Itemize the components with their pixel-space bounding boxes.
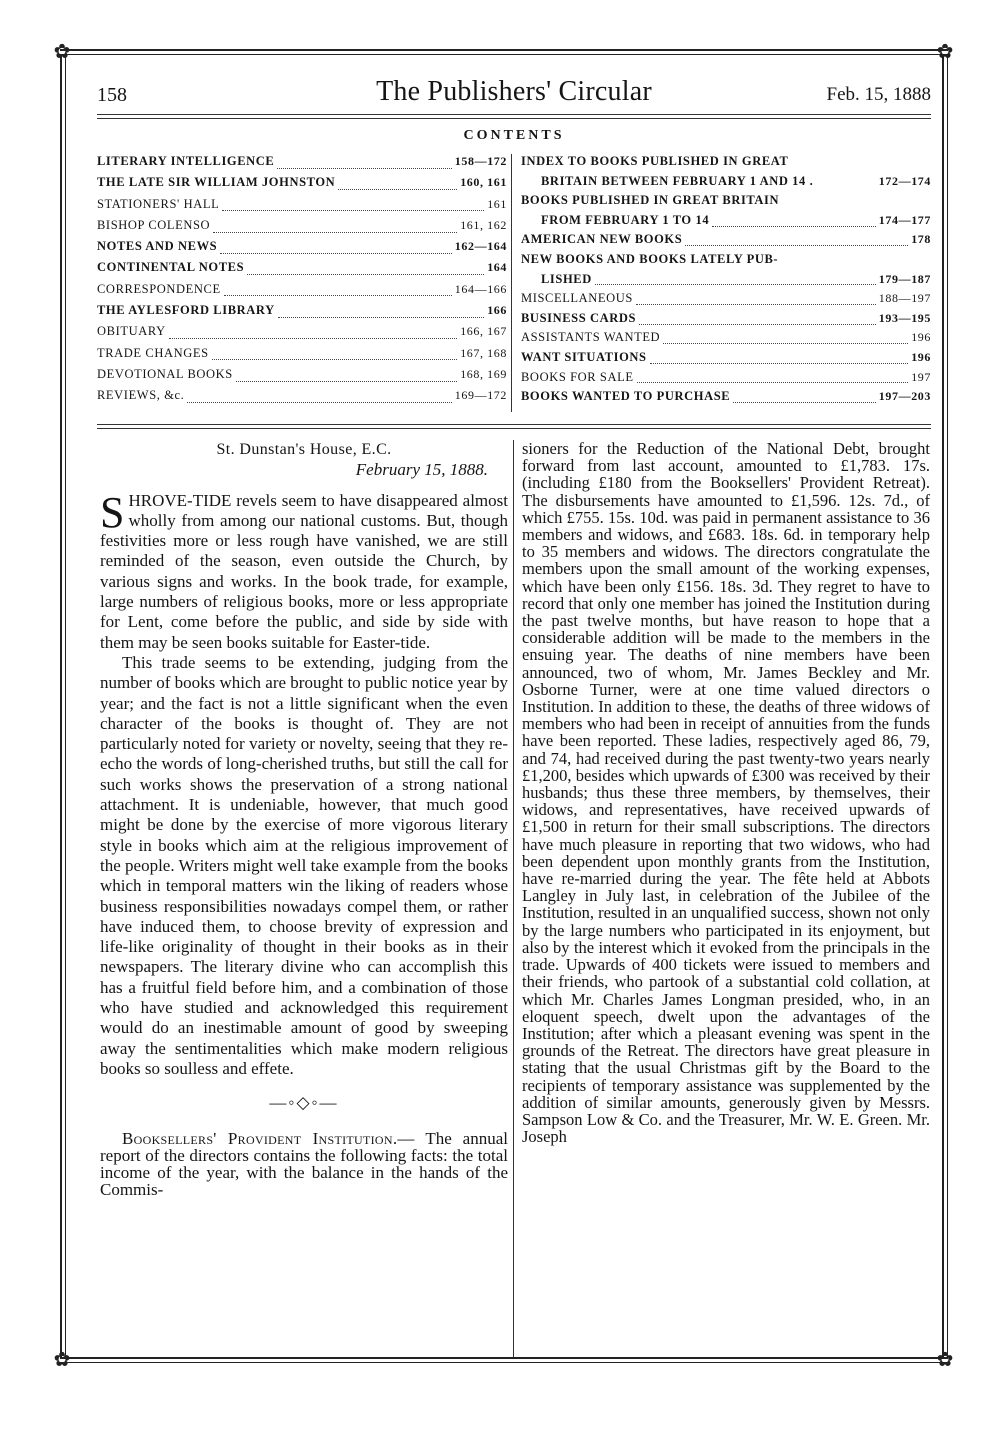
toc-entry: BOOKS FOR SALE 197: [521, 369, 931, 384]
toc-entry: TRADE CHANGES 167, 168: [97, 345, 507, 360]
corner-ornament-icon: ✿: [53, 41, 71, 63]
toc-entry: REVIEWS, &c. 169—172: [97, 388, 507, 403]
toc-entry: LISHED 179—187: [541, 271, 931, 286]
page-number: 158: [97, 84, 127, 106]
toc-entry: WANT SITUATIONS 196: [521, 349, 931, 364]
article-right-column: [522, 440, 930, 1145]
frame-left-rule: [60, 55, 66, 1357]
toc-entry: MISCELLANEOUS 188—197: [521, 291, 931, 306]
journal-title: The Publishers' Circular: [376, 76, 652, 107]
page-header: [97, 72, 931, 112]
toc-entry: STATIONERS' HALL 161: [97, 196, 507, 211]
article-paragraph: This trade seems to be extending, judging from the number of books which are brought to public notice year by year; and the fact is not a little significant when the even character of the books is thought of. They are not particularly noted for variety or novelty, seeing that they re-echo the words of long-cherished truths, but still the call for such works shows the preservation of a strong national attachment. It is undeniable, however, that much good might be done by the exercise of more vigorous literary style in books which aim at the religious improvement of the people. Writers might well take example from the books which in temporal matters win the liking of readers whose business responsibilities nowadays compel them, or rather have induced them, to choose brevity of expression and life-like originality of thought in their books as in their newspapers. The literary divine who can accomplish this has a fruitful field before him, and a combination of those who have studied and acknowledged this requirement would do an inestimable amount of good by sweeping away the sentimentalities which make modern religious books so soulless and effete.: [100, 652, 508, 1078]
corner-ornament-icon: ✿: [936, 1349, 954, 1371]
contents-left-column: [97, 154, 507, 410]
toc-entry: FROM FEBRUARY 1 TO 14 174—177: [541, 212, 931, 227]
article-paragraph: sioners for the Reduction of the National Debt, brought forward from last account, amounted to £1,783. 17s. (including £180 from the Booksellers' Provident Retreat). The disbursements have amounted to £1,596. 12s. 7d., of which £755. 15s. 10d. was paid in permanent assistance to 36 members and widows, and £683. 18s. 6d. in temporary help to 35 members and widows. The directors congratulate the members upon the small amount of the working expenses, which have been only £156. 18s. 3d. They regret to have to record that only one member has joined the Institution during the past twelve months, but have reason to hope that a considerable addition will be made to the members in the ensuing year. The deaths of nine members have been announced, two of whom, Mr. James Beckley and Mr. Osborne Turner, were at one time valued directors o Institution. In addition to these, the deaths of three widows of members who had been in receipt of annuities from the funds have been reported. These ladies, respectively aged 86, 79, and 74, had received during the past twenty-two years nearly £1,200, besides which upwards of £300 was received by their husbands; thus these three members, by themselves, their widows, and representatives, have received upwards of £1,500 in return for their small subscriptions. The directors have much pleasure in reporting that two widows, who had been dependent upon monthly grants from the Institution, have re-married during the year. The fête held at Abbots Langley in July last, in celebration of the Jubilee of the Institution, resulted in an unqualified success, shown not only by the large numbers who participated in its enjoyment, but also by the interest which it evoked from the principals in the trade. Upwards of 400 tickets were issued to members and their friends, who partook of a substantial cold collation, at which Mr. Charles James Longman presided, who, in an eloquent speech, dwelt upon the advantages of the Institution; after which a pleasant evening was spent in the grounds of the Retreat. The directors have great pleasure in stating that the usual Christmas gift by the Board to the recipients of temporary assistance was supplemented by the addition of similar amounts, generously given by Messrs. Sampson Low & Co. and the Treasurer, Mr. W. E. Green. Mr. Joseph: [522, 439, 930, 1147]
toc-entry: NOTES AND NEWS 162—164: [97, 239, 507, 254]
article-paragraph: SHROVE-TIDE revels seem to have disappeared almost wholly from among our national customs. But, though festivities more or less rough have vanished, we are still reminded of the season, even outside the Church, by various signs and works. In the book trade, for example, large numbers of religious books, more or less appropriate for Lent, come before the public, and side by side with them may be seen books suitable for Easter-tide.: [100, 487, 508, 652]
section-heading: Booksellers' Provident Institution.—: [122, 1128, 415, 1148]
contents-right-column: [521, 154, 931, 409]
frame-top-rule: [60, 49, 948, 55]
toc-entry: THE AYLESFORD LIBRARY 166: [97, 303, 507, 318]
section-separator: —◦◇◦—: [269, 1093, 339, 1113]
toc-entry: BUSINESS CARDS 193—195: [521, 310, 931, 325]
toc-entry: BRITAIN BETWEEN FEBRUARY 1 AND 14 . 172—174: [541, 173, 931, 188]
contents-heading: CONTENTS: [463, 128, 565, 143]
issue-date: Feb. 15, 1888: [826, 84, 931, 105]
drop-cap: S: [100, 487, 125, 537]
toc-entry: INDEX TO BOOKS PUBLISHED IN GREAT: [521, 154, 789, 168]
dateline-date: February 15, 1888.: [355, 460, 488, 480]
contents-rule: [97, 428, 931, 429]
toc-entry: BOOKS WANTED TO PURCHASE 197—203: [521, 389, 931, 404]
article-paragraph: Booksellers' Provident Institution.— The annual report of the directors contains the following facts: the total income of the year, with the balance in the hands of the Commis-: [100, 1128, 508, 1200]
toc-entry: CORRESPONDENCE 164—166: [97, 281, 507, 296]
corner-ornament-icon: ✿: [936, 41, 954, 63]
toc-entry: OBITUARY 166, 167: [97, 324, 507, 339]
corner-ornament-icon: ✿: [53, 1349, 71, 1371]
contents-table: [97, 154, 931, 412]
header-rule: [97, 118, 931, 119]
header-rule: [97, 114, 931, 115]
toc-entry: THE LATE SIR WILLIAM JOHNSTON 160, 161: [97, 175, 507, 190]
frame-bottom-rule: [60, 1357, 948, 1363]
toc-entry: ASSISTANTS WANTED 196: [521, 330, 931, 345]
contents-rule: [97, 424, 931, 425]
frame-right-rule: [942, 55, 948, 1357]
toc-entry: NEW BOOKS AND BOOKS LATELY PUB-: [521, 251, 779, 266]
column-divider: [513, 440, 514, 1357]
toc-entry: AMERICAN NEW BOOKS 178: [521, 232, 931, 247]
toc-entry: LITERARY INTELLIGENCE 158—172: [97, 154, 507, 168]
toc-entry: DEVOTIONAL BOOKS 168, 169: [97, 366, 507, 381]
toc-entry: BISHOP COLENSO 161, 162: [97, 217, 507, 232]
toc-entry: CONTINENTAL NOTES 164: [97, 260, 507, 275]
article-left-column: [100, 440, 508, 1198]
contents-divider: [511, 154, 512, 412]
toc-entry: BOOKS PUBLISHED IN GREAT BRITAIN: [521, 193, 780, 208]
dateline-place: St. Dunstan's House, E.C.: [216, 441, 392, 458]
